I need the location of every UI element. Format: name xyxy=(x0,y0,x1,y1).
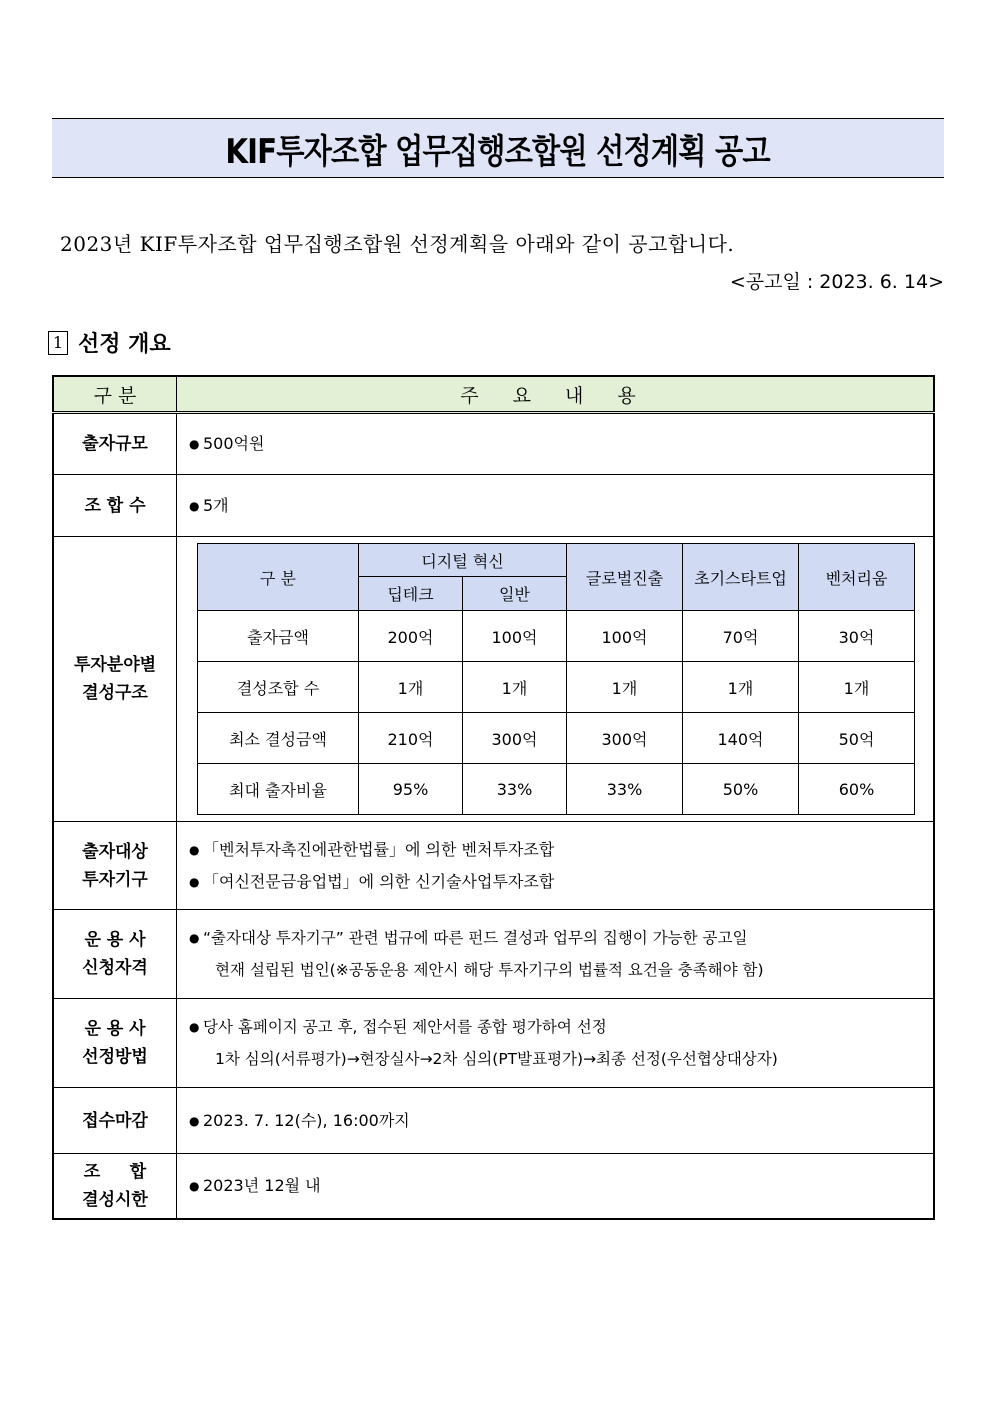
row-label: 조 합 수 xyxy=(53,475,177,537)
row-value: 500억원 xyxy=(203,434,265,453)
row-value: 5개 xyxy=(203,495,229,515)
sub-row-label: 최대 출자비율 xyxy=(198,764,359,815)
sub-col-header: 딥테크 xyxy=(359,577,463,611)
row-value: 2023년 12월 내 xyxy=(203,1175,321,1195)
row-label-line2: 투자기구 xyxy=(82,869,148,890)
sub-cell: 100억 xyxy=(567,611,683,662)
row-label-line2: 선정방법 xyxy=(82,1047,148,1067)
table-row xyxy=(53,1088,934,1154)
sub-cell: 200억 xyxy=(359,611,463,662)
sub-cell: 300억 xyxy=(567,713,683,764)
bullet-icon: ● xyxy=(189,1178,200,1193)
sub-cell: 300억 xyxy=(463,713,567,764)
sub-cell: 30억 xyxy=(799,611,915,662)
sub-corner: 구 분 xyxy=(198,544,359,611)
section-heading xyxy=(48,327,171,358)
row-value: “출자대상 투자기구” 관련 법규에 따른 펀드 결성과 업무의 집행이 가능한 공고일 xyxy=(203,929,748,947)
intro-text: 2023년 KIF투자조합 업무집행조합원 선정계획을 아래와 같이 공고합니다. xyxy=(60,232,735,256)
sub-cell: 1개 xyxy=(799,662,915,713)
sub-cell: 33% xyxy=(567,764,683,815)
header-category: 구 분 xyxy=(53,376,177,413)
sub-row-label: 최소 결성금액 xyxy=(198,713,359,764)
sub-cell: 1개 xyxy=(463,662,567,713)
sub-col-header: 글로벌진출 xyxy=(567,544,683,611)
sub-cell: 1개 xyxy=(567,662,683,713)
bullet-icon: ● xyxy=(189,1113,200,1128)
sub-cell: 95% xyxy=(359,764,463,815)
table-row xyxy=(53,999,934,1088)
sub-cell: 1개 xyxy=(683,662,799,713)
announcement-date: <공고일 : 2023. 6. 14> xyxy=(729,271,944,293)
sub-cell: 1개 xyxy=(359,662,463,713)
row-label-line2: 결성시한 xyxy=(82,1189,148,1210)
document-title-bar xyxy=(52,118,944,178)
section-title: 선정 개요 xyxy=(78,331,171,357)
row-label-line1: 투자분야별 xyxy=(73,655,157,675)
row-label-line1: 조 합 xyxy=(83,1161,147,1182)
sub-group-header: 디지털 혁신 xyxy=(359,544,567,577)
sub-cell: 50% xyxy=(683,764,799,815)
sub-cell: 50억 xyxy=(799,713,915,764)
row-label-line1: 운 용 사 xyxy=(84,930,146,950)
row-label-line2: 결성구조 xyxy=(82,683,148,703)
row-label-line2: 신청자격 xyxy=(82,958,148,978)
row-label: 출자규모 xyxy=(53,413,177,475)
bullet-icon: ● xyxy=(189,931,200,945)
table-row xyxy=(53,537,934,822)
document-title: KIF투자조합 업무집행조합원 선정계획 공고 xyxy=(225,131,771,172)
table-row xyxy=(53,822,934,910)
subtable-row xyxy=(198,662,915,713)
sub-cell: 100억 xyxy=(463,611,567,662)
row-value: 「여신전문금융업법」에 의한 신기술사업투자조합 xyxy=(203,871,555,891)
subtable-row xyxy=(198,764,915,815)
bullet-icon: ● xyxy=(189,874,200,889)
bullet-icon: ● xyxy=(189,842,200,857)
sub-cell: 33% xyxy=(463,764,567,815)
table-row xyxy=(53,1154,934,1219)
row-label-line1: 운 용 사 xyxy=(84,1019,146,1039)
row-value-continued: 1차 심의(서류평가)→현장실사→2차 심의(PT발표평가)→최종 선정(우선협상대상자) xyxy=(215,1050,778,1068)
structure-subtable xyxy=(197,543,915,815)
overview-table xyxy=(52,375,935,1220)
sub-cell: 60% xyxy=(799,764,915,815)
bullet-icon: ● xyxy=(189,1020,200,1034)
sub-col-header: 초기스타트업 xyxy=(683,544,799,611)
bullet-icon: ● xyxy=(189,498,200,513)
sub-col-header: 일반 xyxy=(463,577,567,611)
table-row xyxy=(53,475,934,537)
table-row xyxy=(53,910,934,999)
sub-col-header: 벤처리움 xyxy=(799,544,915,611)
row-value-continued: 현재 설립된 법인(※공동운용 제안시 해당 투자기구의 법률적 요건을 충족해야 함) xyxy=(215,961,764,979)
row-label: 접수마감 xyxy=(53,1088,177,1154)
subtable-header-row xyxy=(198,544,915,577)
section-number: 1 xyxy=(48,331,68,355)
table-row xyxy=(53,413,934,475)
sub-row-label: 출자금액 xyxy=(198,611,359,662)
row-value: 「벤처투자촉진에관한법률」에 의한 벤처투자조합 xyxy=(203,839,555,859)
sub-cell: 210억 xyxy=(359,713,463,764)
row-value: 2023. 7. 12(수), 16:00까지 xyxy=(203,1110,410,1130)
row-value: 당사 홈페이지 공고 후, 접수된 제안서를 종합 평가하여 선정 xyxy=(203,1018,607,1036)
sub-cell: 140억 xyxy=(683,713,799,764)
sub-cell: 70억 xyxy=(683,611,799,662)
header-content: 주 요 내 용 xyxy=(177,376,935,413)
subtable-row xyxy=(198,611,915,662)
table-header-row xyxy=(53,376,934,413)
subtable-row xyxy=(198,713,915,764)
row-label-line1: 출자대상 xyxy=(82,841,148,862)
sub-row-label: 결성조합 수 xyxy=(198,662,359,713)
bullet-icon: ● xyxy=(189,437,200,451)
